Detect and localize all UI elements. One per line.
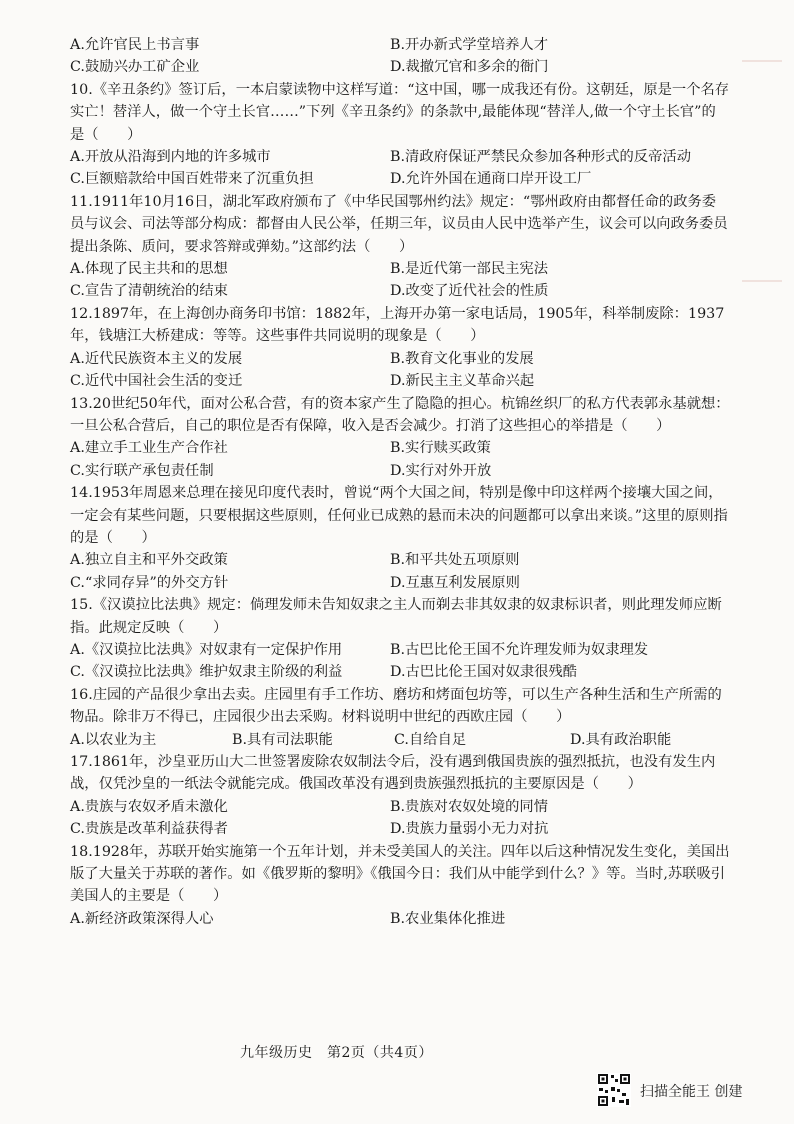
option-d: D.新民主主义革命兴起 — [390, 373, 535, 390]
option-b: B.古巴比伦王国不允许理发师为奴隶理发 — [390, 641, 649, 658]
option-a: A.体现了民主共和的思想 — [70, 261, 228, 278]
q9-option-b: B.开办新式学堂培养人才 — [390, 37, 549, 53]
option-c: C.宣告了清朝统治的结束 — [70, 283, 228, 300]
question-stem: 10.《辛丑条约》签订后，一本启蒙读物中这样写道：“这中国，哪一成我还有份。这朝廷，原是一个名存实亡！替洋人，做一个守土长官……”下列《辛丑条约》的条款中,最能体现“替洋人,做一个守土长官”的是（ ） — [70, 81, 730, 143]
option-d: D.改变了近代社会的性质 — [390, 283, 549, 300]
question-block — [70, 79, 730, 191]
question-stem: 12.1897年，在上海创办商务印书馆：1882年，上海开办第一家电话局，1905年，科举制废除：1937年，钱塘江大桥建成：等等。这些事件共同说明的现象是（ ） — [70, 305, 725, 345]
question-stem: 16.庄园的产品很少拿出去卖。庄园里有手工作坊、磨坊和烤面包坊等，可以生产各种生活和生产所需的物品。除非万不得已，庄园很少出去采购。材料说明中世纪的西欧庄园（ ） — [70, 686, 722, 726]
question-options — [70, 639, 730, 684]
option-a: A.近代民族资本主义的发展 — [70, 350, 243, 367]
question-block — [70, 303, 730, 393]
option-b: B.清政府保证严禁民众参加各种形式的反帝活动 — [390, 149, 691, 166]
question-options — [70, 549, 730, 594]
option-a: A.新经济政策深得人心 — [70, 910, 214, 927]
question-block — [70, 594, 730, 684]
question-options — [70, 729, 730, 751]
question-stem: 13.20世纪50年代，面对公私合营，有的资本家产生了隐隐的担心。杭锦丝织厂的私方代表郭永基就想：一旦公私合营后，自己的职位是否有保障，收入是否会减少。打消了这些担心的举措是（ ） — [70, 395, 730, 434]
bleed-through-mark — [742, 280, 782, 282]
option-a: A.《汉谟拉比法典》对奴隶有一定保护作用 — [70, 641, 343, 658]
question-sheet — [70, 34, 730, 930]
question-options — [70, 348, 730, 393]
option-c: C.“求同存异”的外交方针 — [70, 574, 229, 591]
question-block — [70, 191, 730, 303]
option-a: A.贵族与农奴矛盾未激化 — [70, 798, 228, 815]
option-a: A.独立自主和平外交政策 — [70, 552, 228, 569]
q9-options — [70, 34, 730, 79]
question-options — [70, 908, 730, 930]
option-d: D.允许外国在通商口岸开设工厂 — [390, 171, 592, 188]
option-d: D.具有政治职能 — [570, 731, 672, 748]
question-options — [70, 796, 730, 841]
option-a: A.开放从沿海到内地的许多城市 — [70, 149, 271, 166]
question-stem: 18.1928年，苏联开始实施第一个五年计划，并未受美国人的关注。四年以后这种情况发生变化，美国出版了大量关于苏联的著作。如《俄罗斯的黎明》《俄国今日：我们从中能学到什么？》等。当时,苏联吸引美国人的主要是（ ） — [70, 843, 730, 905]
option-d: D.古巴比伦王国对奴隶很残酷 — [390, 664, 578, 681]
option-b: B.农业集体化推进 — [390, 910, 506, 927]
question-block — [70, 751, 730, 841]
option-b: B.教育文化事业的发展 — [390, 350, 534, 367]
scanner-watermark: 扫描全能王 创建 — [640, 1084, 743, 1100]
question-stem: 17.1861年，沙皇亚历山大二世签署废除农奴制法令后，没有遇到俄国贵族的强烈抵抗，也没有发生内战，仅凭沙皇的一纸法令就能完成。俄国改革没有遇到贵族强烈抵抗的主要原因是（ ） — [70, 754, 716, 793]
question-stem: 15.《汉谟拉比法典》规定：倘理发师未告知奴隶之主人而剃去非其奴隶的奴隶标识者，则此理发师应断指。此规定反映（ ） — [70, 597, 722, 636]
question-block — [70, 482, 730, 594]
option-b: B.具有司法职能 — [232, 731, 333, 748]
option-d: D.互惠互利发展原则 — [390, 574, 520, 591]
q9-option-c: C.鼓励兴办工矿企业 — [70, 59, 200, 76]
question-block — [70, 841, 730, 931]
option-c: C.《汉谟拉比法典》维护奴隶主阶级的利益 — [70, 664, 343, 681]
option-b: B.实行赎买政策 — [390, 440, 491, 457]
option-d: D.实行对外开放 — [390, 462, 492, 479]
option-d: D.贵族力量弱小无力对抗 — [390, 821, 549, 838]
q9-option-a: A.允许官民上书言事 — [70, 37, 200, 53]
option-a: A.建立手工业生产合作社 — [70, 440, 228, 457]
option-c: C.实行联产承包责任制 — [70, 462, 214, 479]
option-c: C.自给自足 — [394, 731, 467, 748]
page-footer: 九年级历史 第2页（共4页） — [240, 1045, 433, 1061]
option-b: B.和平共处五项原则 — [390, 552, 520, 569]
question-options — [70, 437, 730, 482]
bleed-through-mark — [742, 60, 782, 62]
option-b: B.是近代第一部民主宪法 — [390, 261, 549, 278]
option-c: C.贵族是改革利益获得者 — [70, 821, 228, 838]
question-block — [70, 684, 730, 751]
option-b: B.贵族对农奴处境的同情 — [390, 798, 549, 815]
option-c: C.近代中国社会生活的变迁 — [70, 373, 243, 390]
question-options — [70, 258, 730, 303]
option-c: C.巨额赔款给中国百姓带来了沉重负担 — [70, 171, 314, 188]
question-stem: 14.1953年周恩来总理在接见印度代表时，曾说“两个大国之间，特别是像中印这样两个接壤大国之间，一定会有某些问题，只要根据这些原则，任何业已成熟的悬而未决的问题都可以拿出来谈。”这里的原则指的是（ ） — [70, 485, 728, 546]
q9-option-d: D.裁撤冗官和多余的衙门 — [390, 59, 549, 76]
question-options — [70, 146, 730, 191]
question-list — [70, 79, 730, 930]
qr-code-icon — [597, 1073, 631, 1107]
question-block — [70, 393, 730, 483]
question-stem: 11.1911年10月16日，湖北军政府颁布了《中华民国鄂州约法》规定：“鄂州政府由都督任命的政务委员与议会、司法等部分构成：都督由人民公举，任期三年，议员由人民中选举产生，议会可以向政务委员提出条陈、质问，要求答辩或弹劾。”这部约法（ ） — [70, 193, 728, 255]
option-a: A.以农业为主 — [70, 731, 157, 748]
